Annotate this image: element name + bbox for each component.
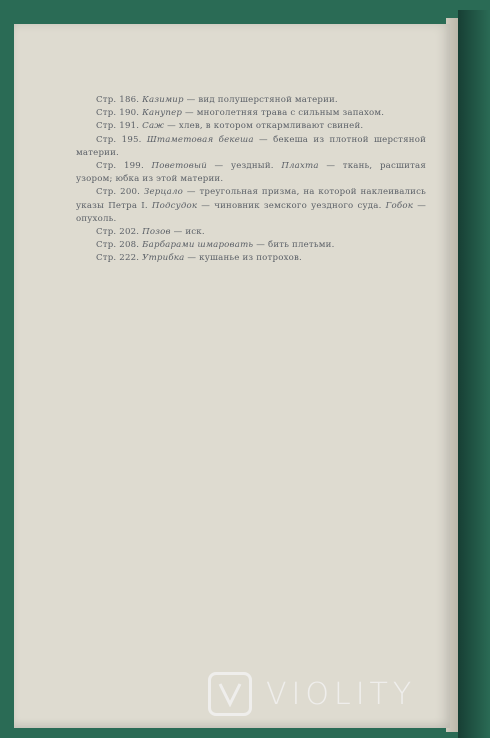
watermark-text: VIOLITY (266, 676, 417, 712)
note-item: Стр. 186. Казимир — вид полушерстяной материи. (96, 95, 338, 105)
violity-logo-icon (208, 672, 252, 716)
book-page (14, 24, 450, 728)
note-item: Стр. 202. Позов — иск. (96, 227, 205, 238)
violity-watermark (208, 668, 473, 720)
note-item: Стр. 199. Поветовый — уездный. Плахта — ткань, расшитая узором; юбка из этой материи. (76, 161, 426, 185)
violity-logo-icon-glyph (217, 681, 243, 707)
note-item: Стр. 195. Штаметовая бекеша — бекеша из плотной шерстяной материи. (76, 134, 426, 158)
note-item: Стр. 191. Саж — хлев, в котором откармливают свиней. (96, 121, 364, 132)
note-item: Стр. 208. Барбарами шмаровать — бить плетьми. (96, 240, 335, 251)
note-item: Стр. 222. Утрибка — кушанье из потрохов. (96, 253, 302, 264)
note-item: Стр. 200. Зерцало — треугольная призма, на которой наклеивались указы Петра I. Подсудок — чиновник земского уездного суда. Гобок — опухоль. (76, 187, 427, 224)
book-cover-edge (458, 10, 490, 738)
note-item: Стр. 190. Канупер — многолетняя трава с сильным запахом. (96, 108, 385, 119)
glossary-notes (76, 94, 426, 266)
